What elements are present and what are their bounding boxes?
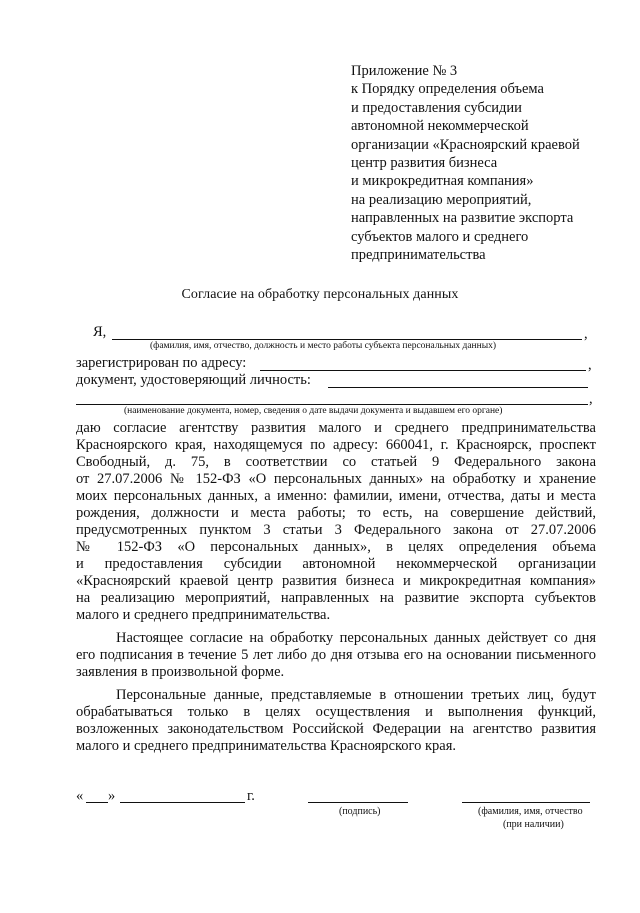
address-label: зарегистрирован по адресу:	[76, 355, 247, 371]
address-field[interactable]	[260, 370, 586, 371]
date-close-quote: »	[108, 788, 116, 804]
name-caption: (фамилия, имя, отчество, должность и место работы субъекта персональных данных)	[150, 341, 496, 351]
appendix-line: на реализацию мероприятий,	[351, 191, 532, 208]
body-line: Свободный, д. 75, в соответствии со статьей 9 Федерального закона	[76, 454, 596, 470]
body-line: моих персональных данных, а именно: фамилии, имени, отчества, даты и места	[76, 488, 596, 504]
document-comma: ,	[589, 391, 593, 407]
address-comma: ,	[588, 357, 592, 373]
document-caption: (наименование документа, номер, сведения о дате выдачи документа и выдавшем его органе)	[124, 406, 503, 416]
appendix-line: предпринимательства	[351, 247, 486, 264]
document-field[interactable]	[328, 387, 588, 388]
appendix-line: направленных на развитие экспорта	[351, 210, 574, 227]
body-line: даю согласие агентству развития малого и среднего предпринимательства	[76, 420, 596, 436]
body-line: от 27.07.2006 № 152-ФЗ «О персональных данных» на обработку и хранение	[76, 471, 596, 487]
third-party-paragraph: Персональные данные, представляемые в отношении третьих лиц, будут обрабатываться только в целях осуществления и выполнения функций, возложенных законодательством Российской Федерации на агентство развития малого и среднего предпринимательства Красноярского края.	[76, 687, 596, 754]
document-title: Согласие на обработку персональных данных	[181, 287, 459, 302]
date-open-quote: «	[76, 788, 84, 804]
document-label: документ, удостоверяющий личность:	[76, 372, 311, 388]
body-line: рождения, должности и места работы; то есть, на совершение действий,	[76, 505, 596, 521]
i-label: Я,	[93, 324, 107, 340]
appendix-header	[351, 62, 621, 264]
appendix-line: к Порядку определения объема	[351, 81, 544, 98]
full-name-field[interactable]	[462, 802, 590, 803]
body-line: на реализацию мероприятий, направленных на развитие экспорта субъектов	[76, 590, 596, 606]
body-line: малого и среднего предпринимательства.	[76, 607, 331, 623]
validity-paragraph: Настоящее согласие на обработку персональных данных действует со дня его подписания в течение 5 лет либо до дня отзыва его на основании письменного заявления в произвольной форме.	[76, 630, 596, 680]
appendix-line: Приложение № 3	[351, 63, 458, 79]
full-name-caption: (фамилия, имя, отчество	[478, 806, 583, 817]
signature-field[interactable]	[308, 802, 408, 803]
appendix-line: центр развития бизнеса	[351, 155, 498, 172]
appendix-line: субъектов малого и среднего	[351, 228, 529, 245]
body-line: № 152-ФЗ «О персональных данных», в целях определения объема	[76, 539, 596, 555]
body-line: «Красноярский краевой центр развития бизнеса и микрокредитная компания»	[76, 573, 596, 589]
appendix-line: автономной некоммерческой	[351, 118, 529, 135]
document-field-continuation[interactable]	[76, 404, 588, 405]
date-month-year-field[interactable]	[120, 802, 245, 803]
appendix-line: организации «Красноярский краевой	[351, 136, 580, 153]
name-comma: ,	[584, 326, 588, 342]
date-year-suffix: г.	[247, 788, 255, 804]
signature-caption: (подпись)	[339, 806, 381, 817]
full-name-caption-note: (при наличии)	[503, 819, 564, 830]
name-field[interactable]	[112, 339, 582, 340]
date-day-field[interactable]	[86, 802, 108, 803]
appendix-line: и микрокредитная компания»	[351, 173, 534, 190]
consent-body	[76, 420, 596, 755]
appendix-line: и предоставления субсидии	[351, 99, 522, 116]
body-line: и предоставления субсидии автономной некоммерческой организации	[76, 556, 596, 572]
body-line: предусмотренных пунктом 3 статьи 3 Федерального закона от 27.07.2006	[76, 522, 596, 538]
body-line: Красноярского края, находящемуся по адресу: 660041, г. Красноярск, проспект	[76, 437, 596, 453]
